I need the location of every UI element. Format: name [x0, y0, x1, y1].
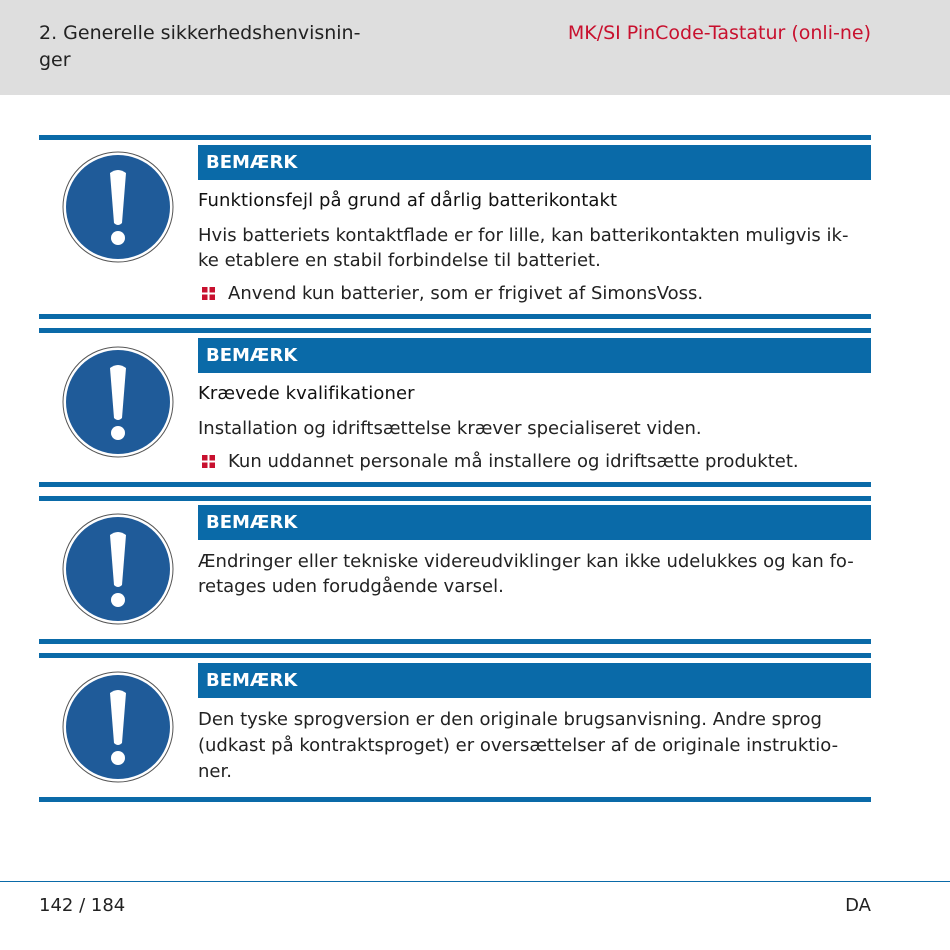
notice-bottom-rule: [39, 314, 871, 319]
section-title-text: 2. Generelle sikkerhedshenvisnin-ger: [39, 22, 361, 71]
product-title-text: MK/SI PinCode-Tastatur (onli-ne): [567, 22, 871, 44]
notice-bottom-rule: [39, 797, 871, 802]
notice-battery-contact: [39, 135, 871, 325]
exclamation-icon: [62, 346, 174, 458]
notice-bottom-rule: [39, 482, 871, 487]
notice-top-rule: [39, 135, 871, 140]
notice-top-rule: [39, 496, 871, 501]
notice-title: Funktionsfejl på grund af dårlig batterikontakt: [198, 190, 618, 211]
notice-top-rule: [39, 328, 871, 333]
notice-bullet-text: Kun uddannet personale må installere og idriftsætte produktet.: [228, 451, 799, 472]
notice-label: BEMÆRK: [198, 145, 871, 180]
product-title: [541, 20, 871, 47]
notice-body-line: Ændringer eller tekniske videreudviklinger kan ikke udelukkes og kan fo-: [198, 551, 854, 572]
notice-label: BEMÆRK: [198, 505, 871, 540]
notice-bullet-text: Anvend kun batterier, som er frigivet af SimonsVoss.: [228, 283, 704, 304]
notice-label: BEMÆRK: [198, 663, 871, 698]
notice-label: BEMÆRK: [198, 338, 871, 373]
notice-title: Krævede kvalifikationer: [198, 383, 415, 404]
section-title: [39, 20, 379, 74]
exclamation-icon: [62, 513, 174, 625]
language-code: DA: [845, 895, 871, 916]
footer-divider: [0, 881, 950, 882]
notice-body-line: ner.: [198, 761, 232, 782]
notice-body-line: retages uden forudgående varsel.: [198, 576, 504, 597]
notice-bottom-rule: [39, 639, 871, 644]
bullet-square-icon: [202, 455, 215, 468]
bullet-square-icon: [202, 287, 215, 300]
page-header: [0, 0, 950, 95]
notice-body-line: (udkast på kontraktsproget) er oversættelser af de originale instruktio-: [198, 735, 839, 756]
notice-body-line: Den tyske sprogversion er den originale brugsanvisning. Andre sprog: [198, 709, 822, 730]
page-number: 142 / 184: [39, 895, 126, 916]
notice-changes: [39, 496, 871, 646]
notice-body-line: Installation og idriftsættelse kræver specialiseret viden.: [198, 418, 702, 439]
notice-body-line: ke etablere en stabil forbindelse til batteriet.: [198, 250, 601, 271]
notice-top-rule: [39, 653, 871, 658]
notice-body-line: Hvis batteriets kontaktflade er for lille, kan batterikontakten muligvis ik-: [198, 225, 849, 246]
exclamation-icon: [62, 671, 174, 783]
exclamation-icon: [62, 151, 174, 263]
notice-language-version: [39, 653, 871, 805]
notice-qualifications: [39, 328, 871, 493]
